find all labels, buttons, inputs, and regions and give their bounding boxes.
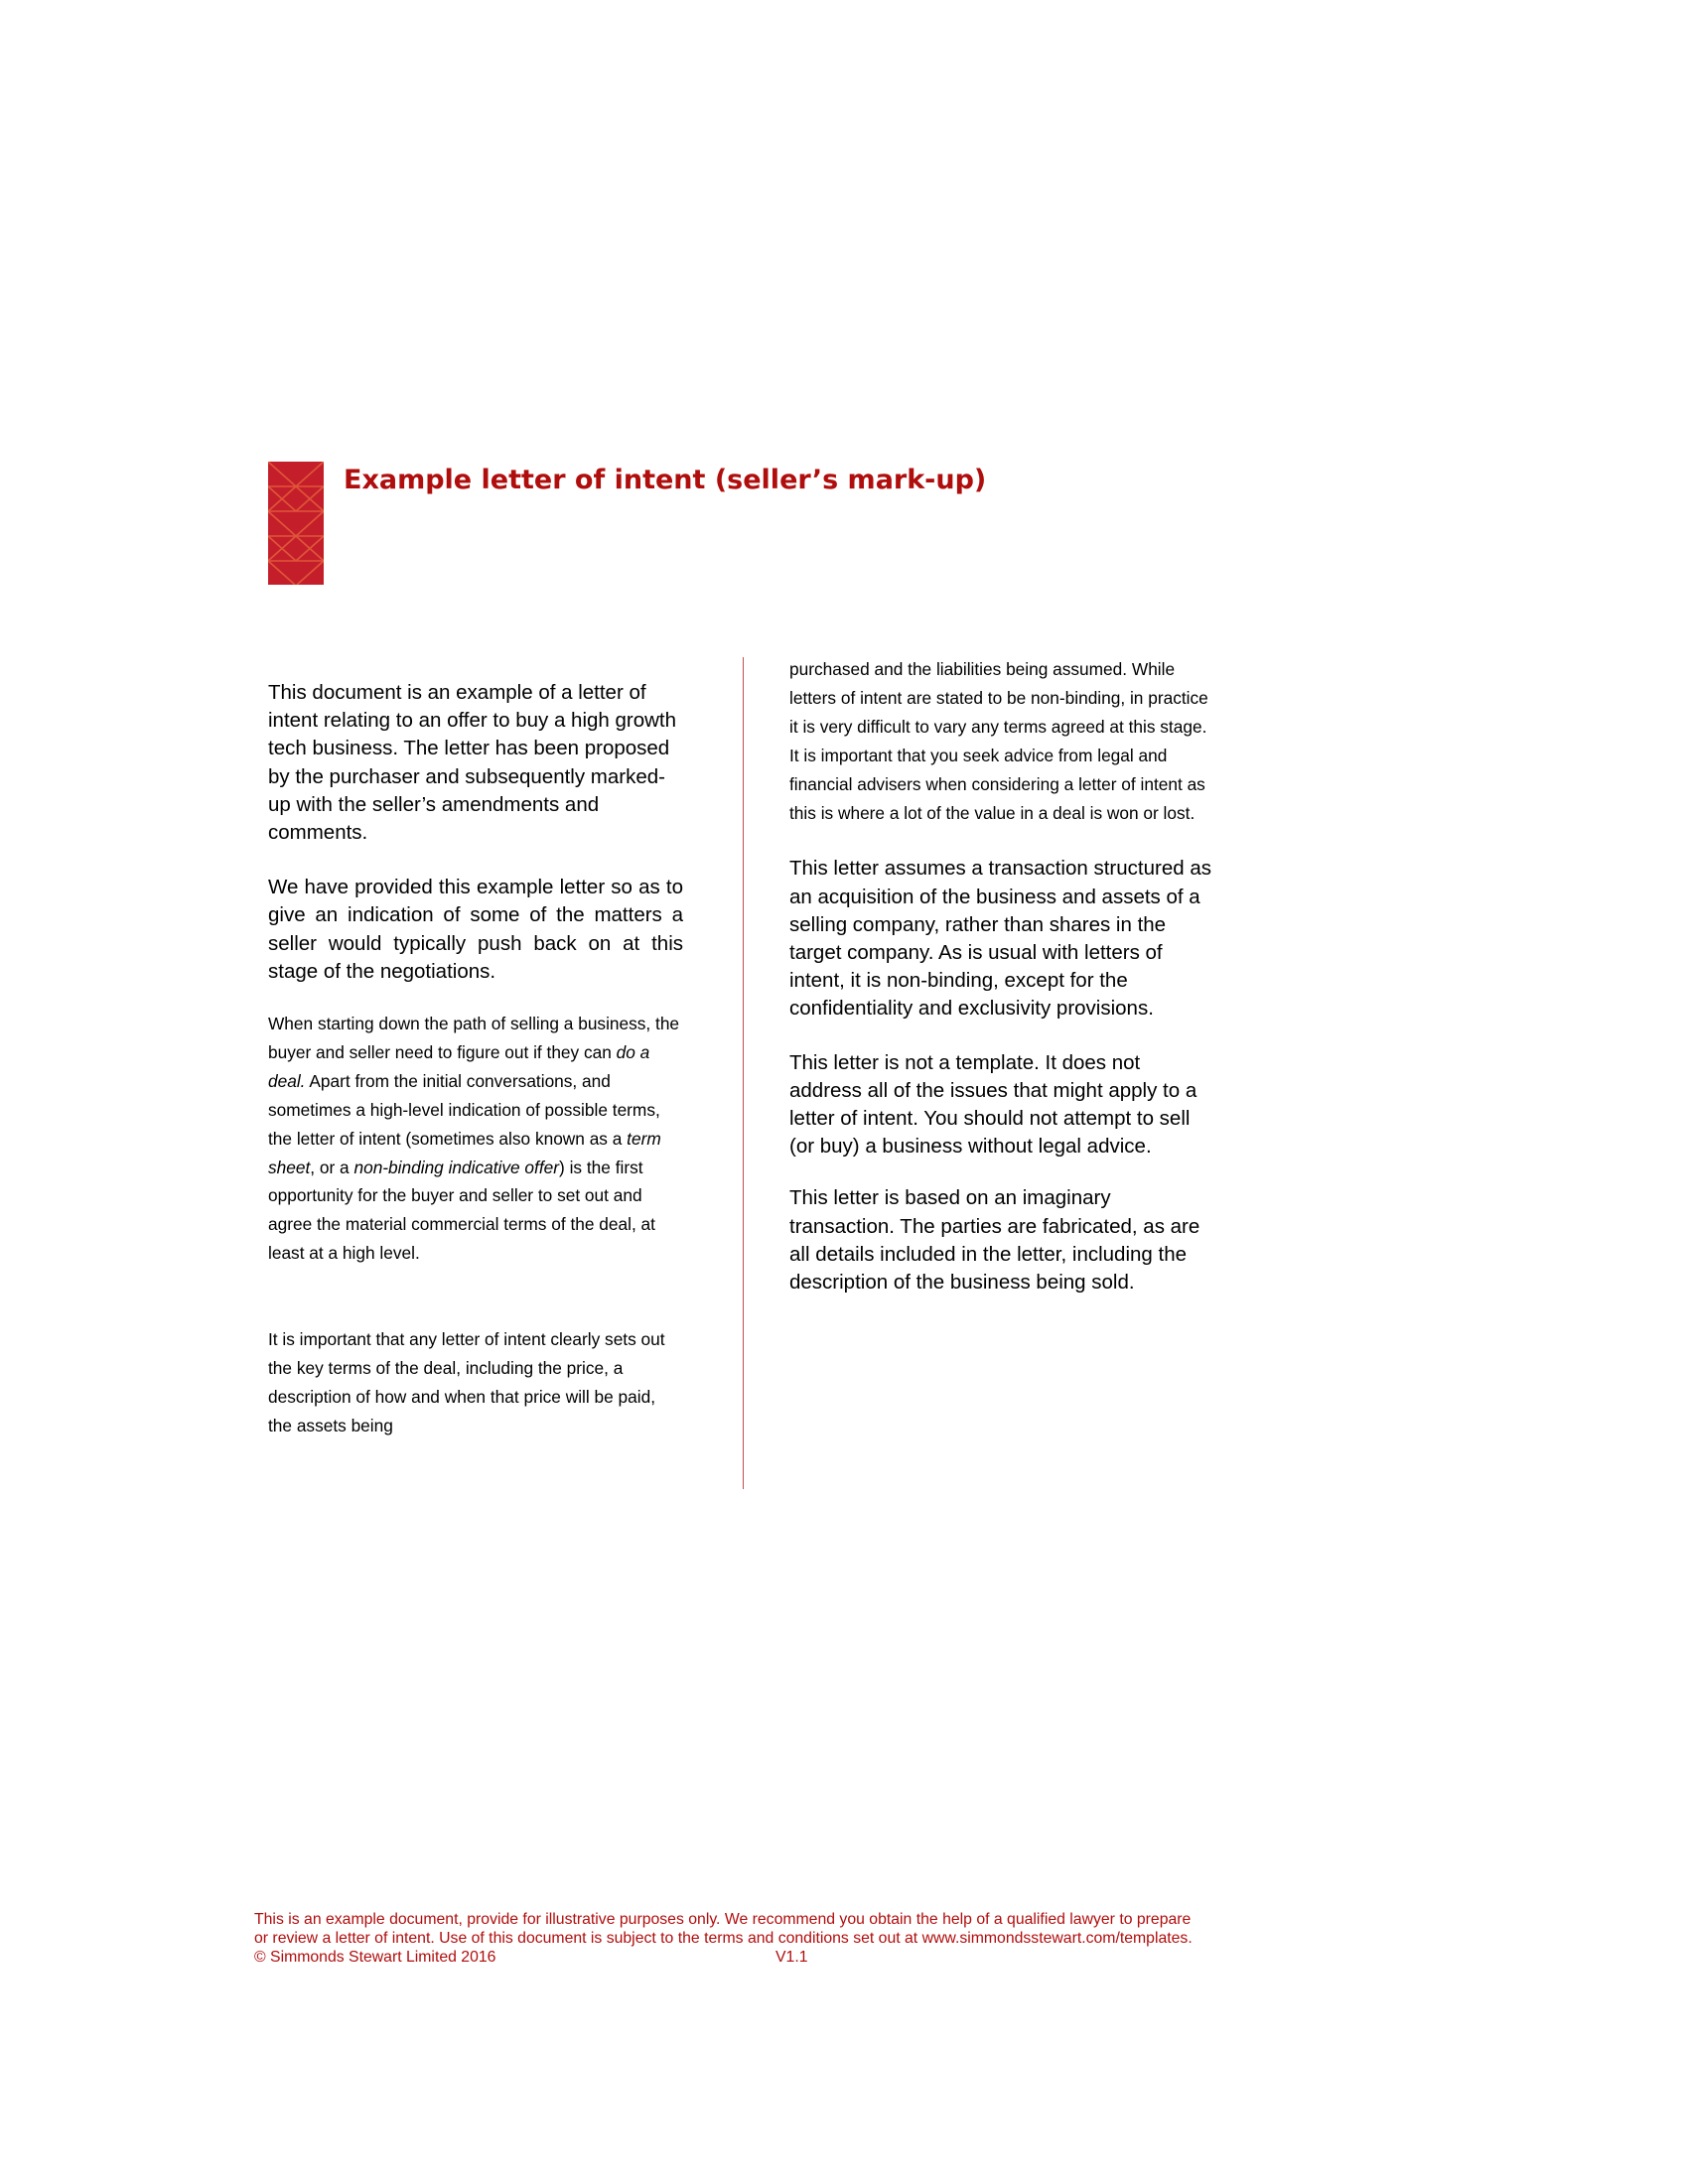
footer-meta xyxy=(254,1948,1207,1967)
deal-italic-3: non-binding indicative offer xyxy=(353,1157,560,1177)
not-template-paragraph: This letter is not a template. It does not address all of the issues that might apply to a letter of intent. You should not attempt to sell (or buy) a business without legal advice. xyxy=(789,1050,1197,1159)
deal-text-2: Apart from the initial conversations, and sometimes a high-level indication of possible terms, the letter of intent (sometimes also known as a xyxy=(268,1070,660,1149)
deal-italic-1: do a deal. xyxy=(268,1041,650,1091)
logo-block-icon xyxy=(268,462,324,585)
footer-disclaimer: This is an example document, provide for illustrative purposes only. We recommend you obtain the help of a qualified lawyer to prepare or review a letter of intent. Use of this document is subject to the terms and conditions set out at www.simmondsstewart.com/templates. xyxy=(254,1911,1193,1947)
copyright-text: © Simmonds Stewart Limited 2016 xyxy=(254,1949,496,1966)
imaginary-paragraph: This letter is based on an imaginary transaction. The parties are fabricated, as are all details included in the letter, including the description of the business being sold. xyxy=(789,1186,1200,1295)
structure-paragraph: This letter assumes a transaction structured as an acquisition of the business and assets of a selling company, rather than shares in the target company. As is usual with letters of intent, it is non-binding, except for the confidentiality and exclusivity provisions. xyxy=(789,857,1211,1021)
continuation-paragraph: purchased and the liabilities being assumed. While letters of intent are stated to be non-binding, in practice it is very difficult to vary any terms agreed at this stage. It is important that you seek advice from legal and financial advisers when considering a letter of intent as this is where a lot of the value in a deal is won or lost. xyxy=(789,659,1208,823)
logo-pattern-svg xyxy=(268,462,324,585)
version-label: V1.1 xyxy=(775,1949,808,1966)
right-column xyxy=(789,655,1211,1297)
deal-text-1: When starting down the path of selling a business, the buyer and seller need to figure out if they can xyxy=(268,1014,680,1062)
document-title: Example letter of intent (seller’s mark-up) xyxy=(344,465,987,495)
footer xyxy=(254,1910,1207,1967)
deal-text-4: ) is the first opportunity for the buyer and seller to set out and agree the material commercial terms of the deal, at least at a high level. xyxy=(268,1157,655,1264)
deal-paragraph xyxy=(268,1010,683,1268)
intro-paragraph: This document is an example of a letter of intent relating to an offer to buy a high growth tech business. The letter has been proposed by the purchaser and subsequently marked-up with the seller’s amendments and comments. xyxy=(268,681,677,845)
key-terms-paragraph: It is important that any letter of intent clearly sets out the key terms of the deal, including the price, a description of how and when that price will be paid, the assets being xyxy=(268,1329,665,1435)
purpose-paragraph: We have provided this example letter so as to give an indication of some of the matters a seller would typically push back on at this stage of the negotiations. xyxy=(268,876,683,983)
deal-italic-2: term sheet xyxy=(268,1128,661,1177)
deal-text-3: , or a xyxy=(310,1157,354,1177)
left-column xyxy=(268,679,683,1440)
column-divider xyxy=(743,657,744,1489)
